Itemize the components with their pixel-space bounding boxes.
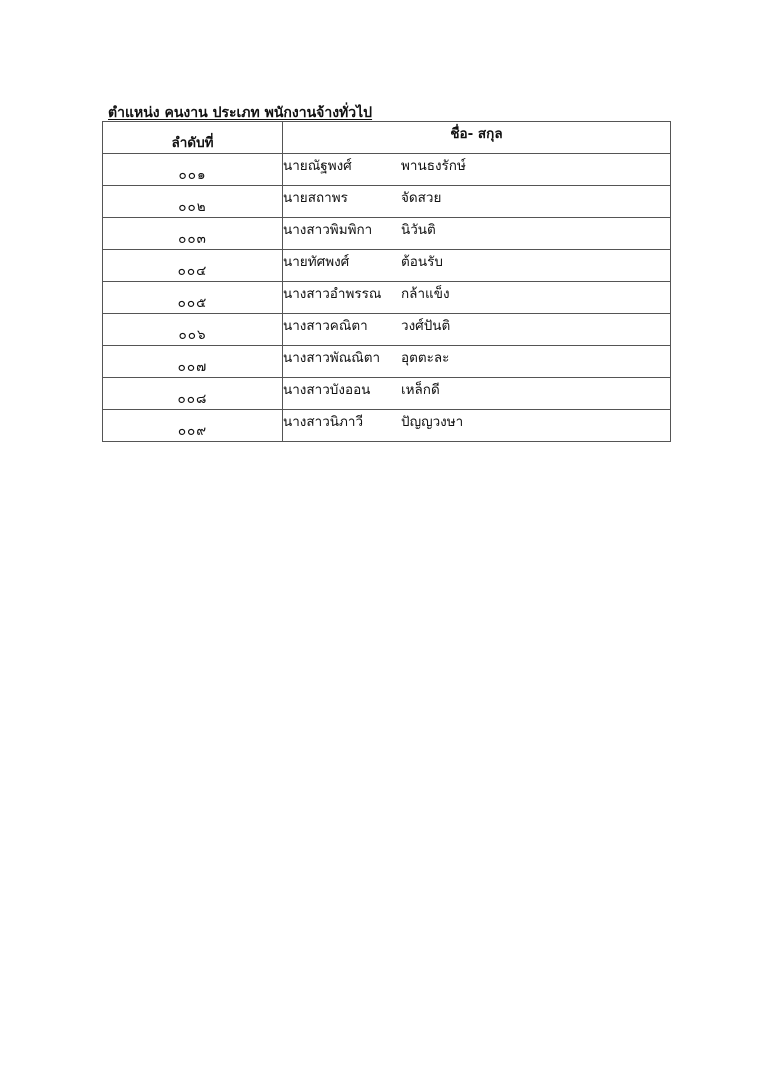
row-first-name: นายสถาพร (283, 190, 348, 206)
table-row (103, 378, 671, 410)
row-full-name (283, 186, 671, 218)
row-full-name (283, 154, 671, 186)
row-number: ๐๐๑ (103, 154, 283, 186)
table-row (103, 218, 671, 250)
table-body (103, 154, 671, 442)
row-first-name: นางสาวนิภาวี (283, 414, 364, 430)
row-last-name: พานธงรักษ์ (401, 158, 466, 174)
row-first-name: นางสาวอำพรรณ (283, 286, 382, 302)
row-number: ๐๐๗ (103, 346, 283, 378)
table-row (103, 346, 671, 378)
row-last-name: ต้อนรับ (401, 254, 443, 270)
row-last-name: ปัญญวงษา (401, 414, 464, 430)
row-number: ๐๐๓ (103, 218, 283, 250)
row-first-name: นางสาวคณิตา (283, 318, 368, 334)
row-full-name (283, 314, 671, 346)
table-row (103, 410, 671, 442)
page-heading: ตำแหน่ง คนงาน ประเภท พนักงานจ้างทั่วไป (108, 105, 373, 121)
table-row (103, 282, 671, 314)
row-first-name: นายณัฐพงศ์ (283, 158, 352, 174)
row-first-name: นายทัศพงศ์ (283, 254, 350, 270)
column-header-name: ชื่อ- สกุล (283, 122, 671, 154)
row-last-name: นิวันติ (401, 222, 436, 238)
row-first-name: นางสาวพิมพิกา (283, 222, 373, 238)
row-number: ๐๐๔ (103, 250, 283, 282)
row-number: ๐๐๘ (103, 378, 283, 410)
row-full-name (283, 250, 671, 282)
row-full-name (283, 346, 671, 378)
row-number: ๐๐๕ (103, 282, 283, 314)
table-row (103, 186, 671, 218)
row-number: ๐๐๒ (103, 186, 283, 218)
row-first-name: นางสาวพัณณิตา (283, 350, 381, 366)
employee-table (102, 121, 671, 442)
table-header-row (103, 122, 671, 154)
row-last-name: จัดสวย (401, 190, 442, 206)
table-row (103, 250, 671, 282)
row-number: ๐๐๙ (103, 410, 283, 442)
row-full-name (283, 378, 671, 410)
table-row (103, 154, 671, 186)
column-header-number: ลำดับที่ (103, 122, 283, 154)
row-full-name (283, 410, 671, 442)
row-full-name (283, 282, 671, 314)
row-last-name: กล้าแข็ง (401, 286, 450, 302)
table-row (103, 314, 671, 346)
row-last-name: เหล็กดี (401, 382, 440, 398)
row-full-name (283, 218, 671, 250)
row-last-name: วงศ์ปันติ (401, 318, 451, 334)
row-number: ๐๐๖ (103, 314, 283, 346)
row-last-name: อุตตะละ (401, 350, 450, 366)
row-first-name: นางสาวบังออน (283, 382, 371, 398)
